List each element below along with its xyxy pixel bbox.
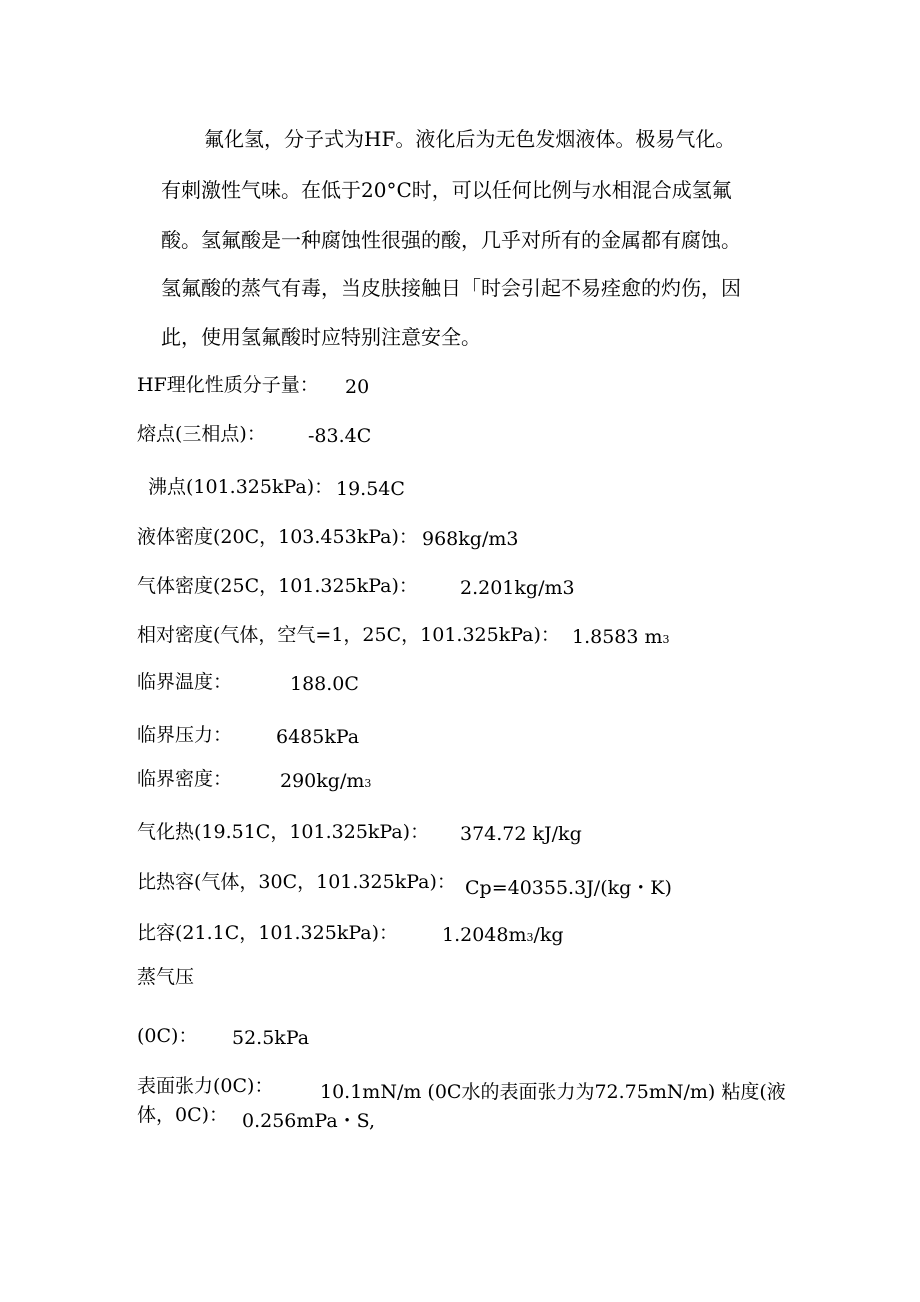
- property-label: 液体密度(20C，103.453kPa)：: [137, 526, 418, 548]
- property-value-text: 290kg/m: [280, 770, 365, 792]
- property-value: 0.256mPa・S,: [242, 1110, 376, 1132]
- property-value: 188.0C: [290, 673, 359, 695]
- property-value: Cp=40355.3J/(kg・K): [465, 877, 672, 899]
- property-value: 10.1mN/m (0C水的表面张力为72.75mN/m) 粘度(液: [320, 1081, 786, 1103]
- property-label: 相对密度(气体，空气=1，25C，101.325kPa)：: [137, 624, 560, 646]
- property-value-text: 1.2048m: [442, 924, 527, 946]
- property-value: -83.4C: [308, 425, 372, 447]
- property-value-suffix: 3: [526, 931, 534, 944]
- property-label: 比热容(气体，30C，101.325kPa)：: [137, 871, 456, 893]
- property-value: 374.72 kJ/kg: [460, 823, 582, 845]
- property-value-suffix: 3: [364, 777, 372, 790]
- intro-line-5: 此，使用氢氟酸时应特别注意安全。: [161, 325, 481, 349]
- property-label: 气体密度(25C，101.325kPa)：: [137, 575, 418, 597]
- property-label: 临界密度：: [137, 768, 233, 790]
- property-label: 表面张力(0C)：: [137, 1075, 274, 1097]
- property-label: 体，0C)：: [137, 1104, 229, 1126]
- intro-line-2: 有刺激性气味。在低于20°C时，可以任何比例与水相混合成氢氟: [161, 178, 732, 202]
- property-value: 52.5kPa: [232, 1027, 310, 1049]
- property-value-suffix: 3: [662, 633, 670, 646]
- intro-line-3: 酸。氢氟酸是一种腐蚀性很强的酸，几乎对所有的金属都有腐蚀。: [161, 228, 741, 252]
- property-value: 6485kPa: [276, 726, 360, 748]
- property-value: 2.201kg/m3: [460, 577, 575, 599]
- property-label: 气化热(19.51C，101.325kPa)：: [137, 821, 430, 843]
- property-label: 熔点(三相点)：: [137, 423, 266, 445]
- property-label: 临界温度：: [137, 671, 233, 693]
- property-value: 968kg/m3: [422, 528, 519, 550]
- property-value: 19.54C: [336, 478, 405, 500]
- intro-line-4: 氢氟酸的蒸气有毒，当皮肤接触日「时会引起不易痊愈的灼伤，因: [161, 276, 741, 300]
- property-value: [572, 626, 670, 648]
- property-label: 蒸气压: [137, 966, 195, 988]
- intro-line-1: 氟化氢，分子式为HF。液化后为无色发烟液体。极易气化。: [204, 127, 736, 151]
- property-label: 沸点(101.325kPa)：: [148, 476, 334, 498]
- property-value-text: 1.8583 m: [572, 626, 663, 648]
- property-value: 20: [345, 376, 370, 398]
- property-label: HF理化性质分子量：: [137, 374, 319, 396]
- property-value-tail: /kg: [533, 924, 564, 946]
- property-label: 比容(21.1C，101.325kPa)：: [137, 922, 399, 944]
- property-value: [442, 924, 564, 946]
- property-value: [280, 770, 371, 792]
- property-label: (0C)：: [137, 1025, 198, 1047]
- property-label: 临界压力：: [137, 724, 233, 746]
